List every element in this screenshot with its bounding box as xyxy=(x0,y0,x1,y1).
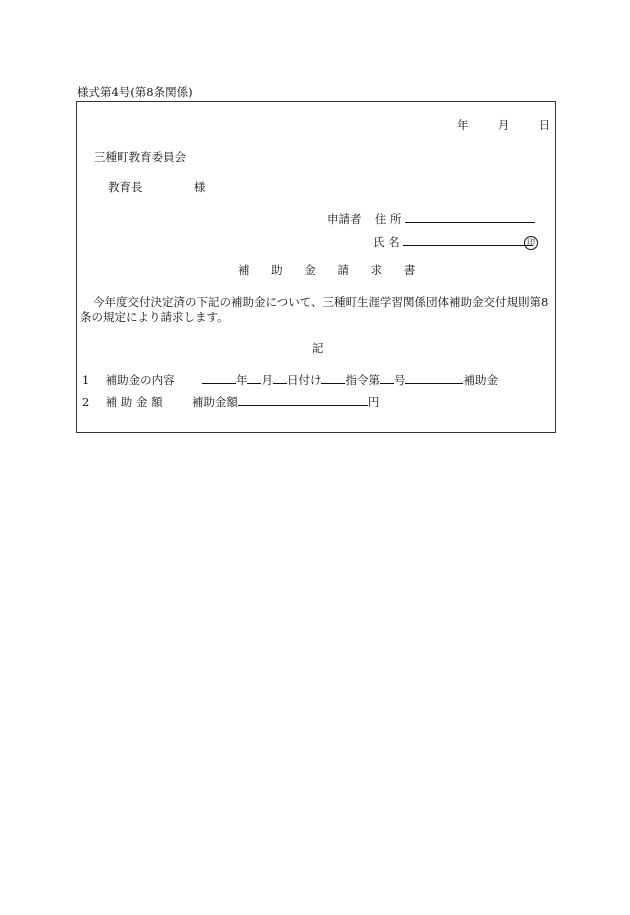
item2-line xyxy=(82,393,379,409)
item1-issue-label: 号 xyxy=(393,373,406,387)
item1-year-label: 年 xyxy=(235,373,248,387)
item1-directive-label: 指令第 xyxy=(345,373,380,387)
item1-dated-label: 日付け xyxy=(286,373,322,387)
item1-month-label: 月 xyxy=(261,373,273,387)
seal-icon: 印 xyxy=(524,236,538,250)
form-number: 様式第4号(第8条関係) xyxy=(77,85,193,99)
recipient-honorific: 様 xyxy=(193,180,206,194)
date-line xyxy=(457,118,550,132)
applicant-label: 申請者 xyxy=(327,212,362,226)
item1-month-blank[interactable] xyxy=(247,371,261,384)
item1-grant-label: 補助金 xyxy=(463,373,498,387)
date-month-label: 月 xyxy=(497,118,510,132)
item1-num: 1 xyxy=(82,373,90,387)
item2-label: 補 助 金 額 xyxy=(105,395,163,409)
item1-year-blank[interactable] xyxy=(202,371,236,384)
name-blank[interactable] xyxy=(403,233,533,246)
date-year-label: 年 xyxy=(457,118,469,132)
item1-dated-blank[interactable] xyxy=(321,371,345,384)
item1-day-blank[interactable] xyxy=(273,371,287,384)
recipient-title: 教育長 xyxy=(108,180,143,194)
applicant-address-line xyxy=(327,210,535,226)
item2-num: 2 xyxy=(82,395,90,409)
item1-line xyxy=(82,371,498,387)
address-label: 住 所 xyxy=(374,212,402,226)
item2-amount-blank[interactable] xyxy=(238,393,368,406)
recipient-org: 三種町教育委員会 xyxy=(94,150,186,164)
applicant-name-line xyxy=(373,233,538,250)
item1-label: 補助金の内容 xyxy=(105,373,175,387)
body-paragraph: 今年度交付決定済の下記の補助金について、三種町生涯学習関係団体補助金交付規則第8条の規定により請求します。 xyxy=(80,295,549,324)
item2-amount-label: 補助金額 xyxy=(191,395,238,409)
document-title: 補 助 金 請 求 書 xyxy=(238,263,418,277)
item2-yen-label: 円 xyxy=(367,395,380,409)
address-blank[interactable] xyxy=(405,210,535,223)
item1-grant-blank[interactable] xyxy=(405,371,463,384)
recipient-line xyxy=(108,180,205,194)
date-day-label: 日 xyxy=(538,118,551,132)
name-label: 氏 名 xyxy=(373,235,400,249)
ki-marker: 記 xyxy=(312,341,324,355)
item1-number-blank[interactable] xyxy=(380,371,394,384)
